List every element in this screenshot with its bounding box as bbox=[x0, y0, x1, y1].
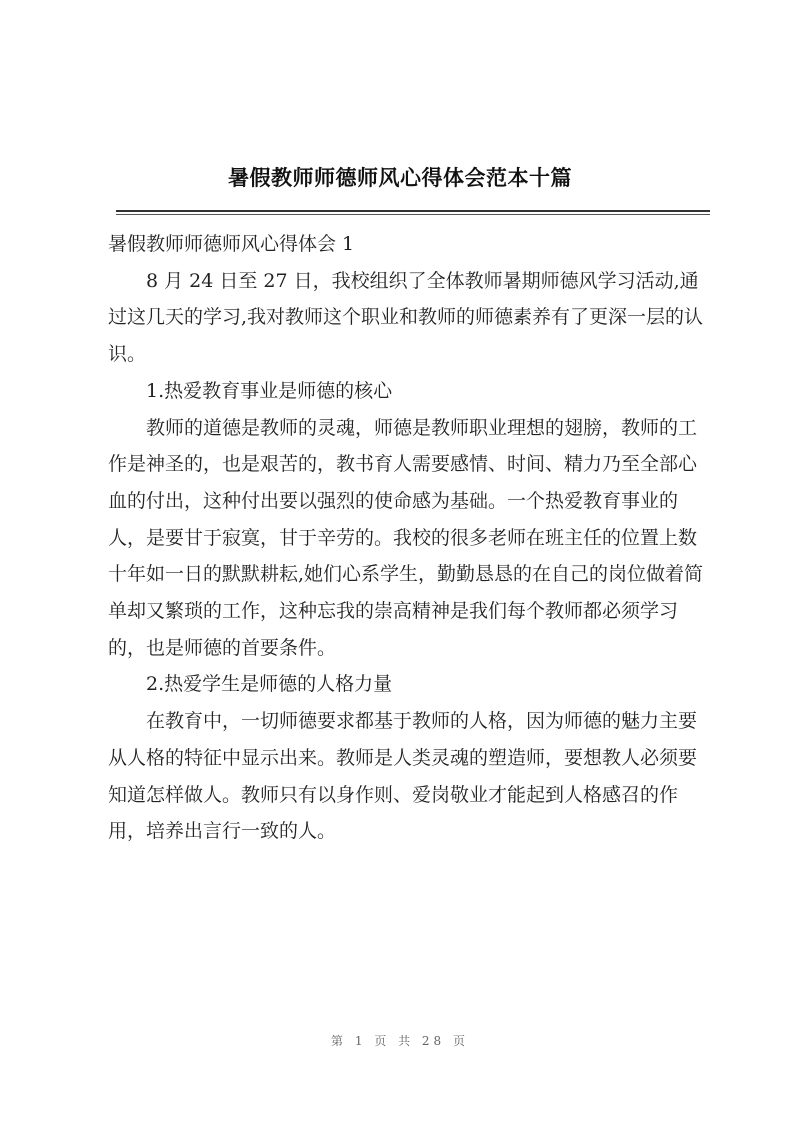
document-body bbox=[108, 226, 712, 850]
page-footer: 第 1 页 共 28 页 bbox=[331, 1034, 469, 1048]
heading-point-1: 1.热爱教育事业是师德的核心 bbox=[146, 379, 393, 402]
title-divider-thin bbox=[116, 214, 710, 215]
title-divider bbox=[116, 210, 710, 212]
section-subtitle: 暑假教师师德师风心得体会 1 bbox=[108, 233, 355, 255]
document-title: 暑假教师师德师风心得体会范本十篇 bbox=[228, 166, 572, 190]
heading-point-2: 2.热爱学生是师德的人格力量 bbox=[146, 673, 393, 696]
paragraph-point-1: 教师的道德是教师的灵魂，师德是教师职业理想的翅膀，教师的工作是神圣的，也是艰苦的，教书育人需要感情、时间、精力乃至全部心血的付出，这种付出要以强烈的使命感为基础。一个热爱教育事业的人，是要甘于寂寞，甘于辛劳的。我校的很多老师在班主任的位置上数十年如一日的默默耕耘,她们心系学生，勤勤恳恳的在自己的岗位做着简单却又繁琐的工作，这种忘我的崇高精神是我们每个教师都必须学习的，也是师德的首要条件。 bbox=[108, 416, 704, 659]
paragraph-point-2: 在教育中，一切师德要求都基于教师的人格，因为师德的魅力主要从人格的特征中显示出来。教师是人类灵魂的塑造师，要想教人必须要知道怎样做人。教师只有以身作则、爱岗敬业才能起到人格感召的作用，培养出言行一致的人。 bbox=[108, 710, 698, 843]
paragraph-intro: 8 月 24 日至 27 日，我校组织了全体教师暑期师德风学习活动,通过这几天的学习,我对教师这个职业和教师的师德素养有了更深一层的认识。 bbox=[108, 269, 704, 366]
